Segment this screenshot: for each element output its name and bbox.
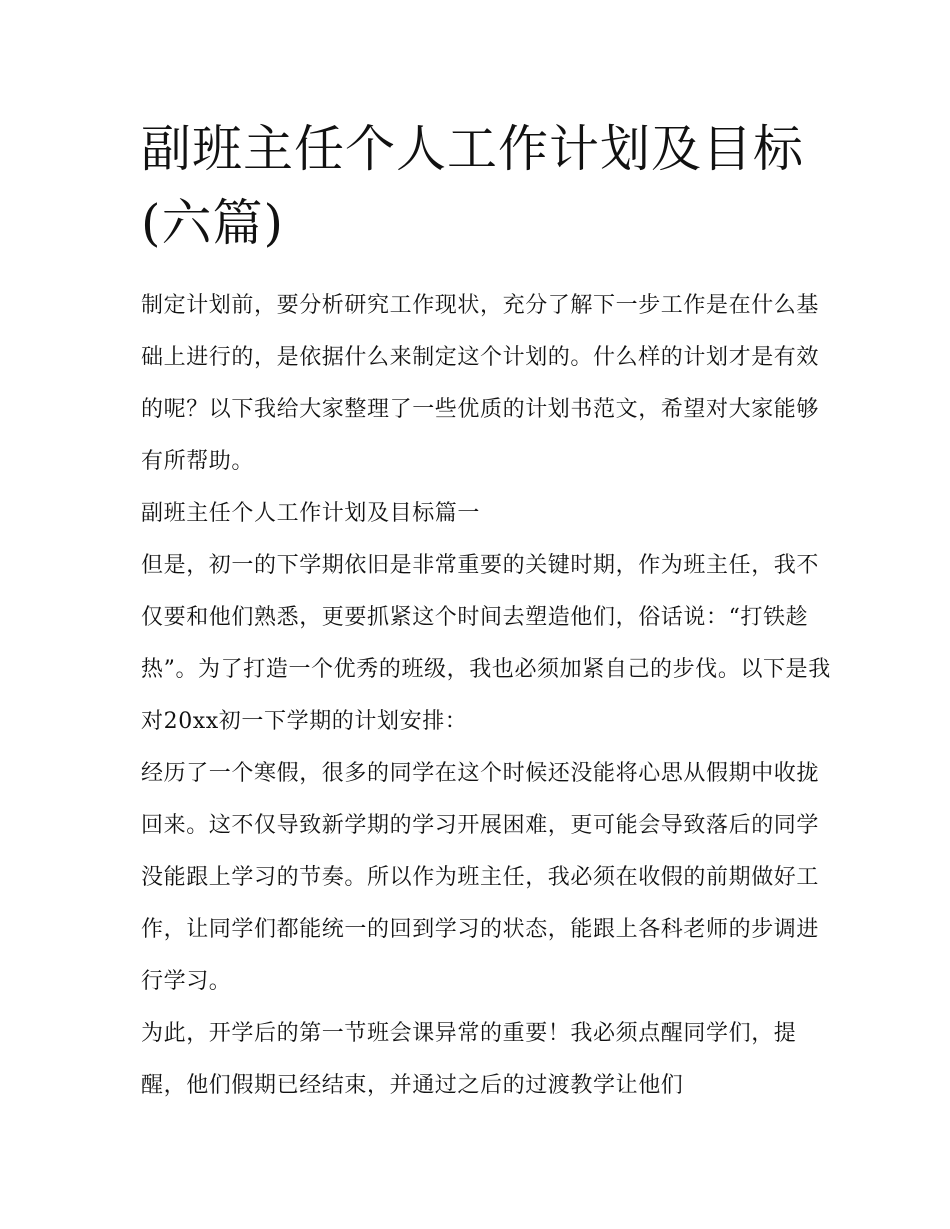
body-paragraph: 经历了一个寒假，很多的同学在这个时候还没能将心思从假期中收拢回来。这不仅导致新学期的学习开展困难，更可能会导致落后的同学没能跟上学习的节奏。所以作为班主任，我必须在收假的前期做好工作，让同学们都能统一的回到学习的状态，能跟上各科老师的步调进行学习。 <box>141 761 820 994</box>
section-heading: 副班主任个人工作计划及目标篇一 <box>141 501 481 526</box>
document-body <box>141 280 831 1112</box>
document-content <box>141 112 831 1112</box>
document-title: 副班主任个人工作计划及目标(六篇) <box>141 120 804 252</box>
intro-paragraph: 制定计划前，要分析研究工作现状，充分了解下一步工作是在什么基础上进行的，是依据什么来制定这个计划的。什么样的计划才是有效的呢？以下我给大家整理了一些优质的计划书范文，希望对大家能够有所帮助。 <box>141 293 820 474</box>
body-paragraph: 但是，初一的下学期依旧是非常重要的关键时期，作为班主任，我不仅要和他们熟悉，更要抓紧这个时间去塑造他们，俗话说：“打铁趁热”。为了打造一个优秀的班级，我也必须加紧自己的步伐。以下是我对20xx初一下学期的计划安排： <box>141 553 831 734</box>
body-paragraph: 为此，开学后的第一节班会课异常的重要！我必须点醒同学们，提醒，他们假期已经结束，并通过之后的过渡教学让他们 <box>141 1021 797 1098</box>
